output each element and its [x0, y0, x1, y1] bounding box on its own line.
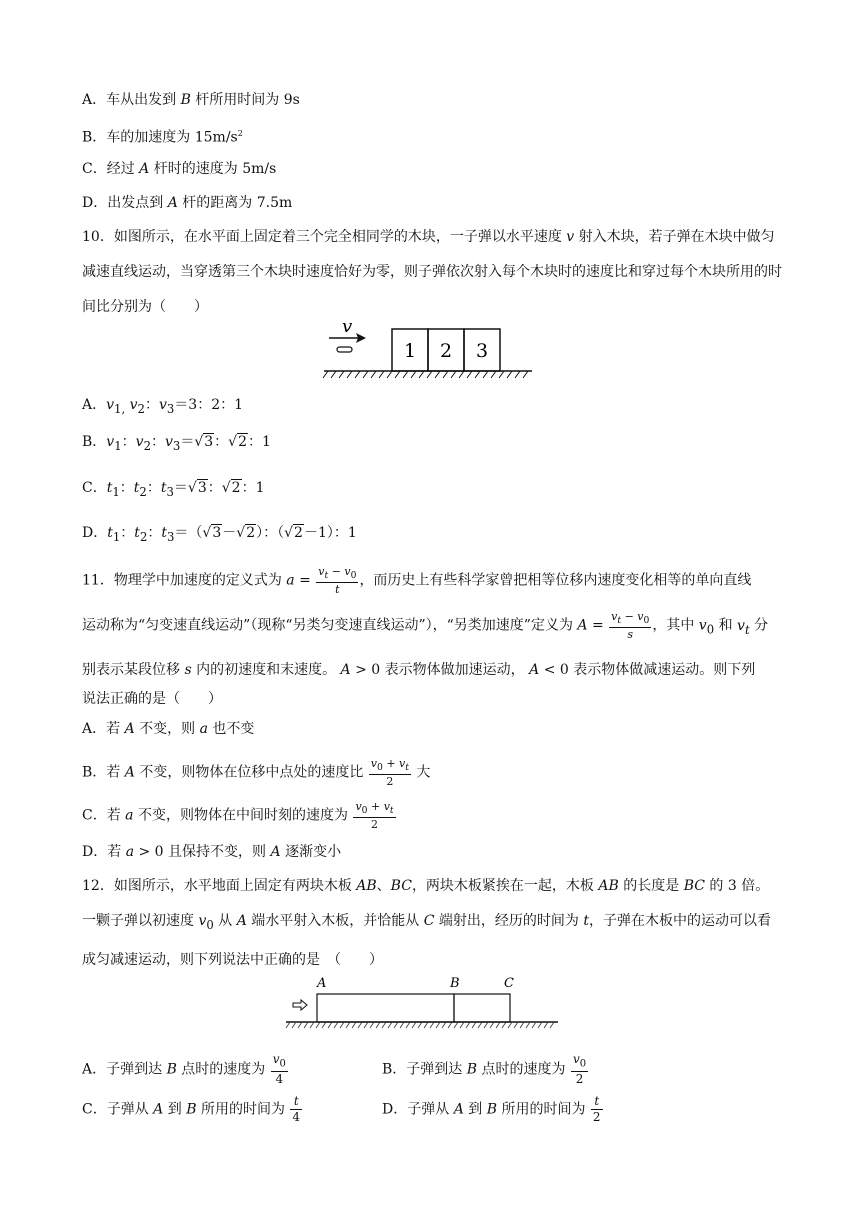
entry-arrow-icon: [293, 1000, 307, 1010]
q12-figure: [284, 972, 564, 1034]
board-bc: [454, 994, 510, 1022]
q11-option-a: A．若 A 不变，则 a 也不变: [82, 721, 255, 737]
block-1-label: 1: [403, 340, 417, 362]
board-ab: [317, 994, 454, 1022]
q11-stem-line1: 11．物理学中加速度的定义式为 a = $\frac{v_t - v_0}{t}$ ，而历史上有些科学家曾把相等位移内速度变化相等的单向直线: [82, 565, 752, 597]
q12-option-d: D．子弹从 A 到 B 所用的时间为 $\frac{t}{2}$: [382, 1094, 601, 1124]
velocity-label: v: [342, 316, 353, 337]
q10-figure: [320, 316, 540, 382]
q12-option-a: A．子弹到达 B 点时的速度为 $\frac{v_0}{4}$: [82, 1052, 286, 1087]
bullet: [337, 347, 352, 352]
q11-stem-line2: 运动称为“匀变速直线运动”（现称“另类匀变速直线运动”），“另类加速度”定义为 A = $\frac{v_t - v_0}{s}$ ，其中 $v_0$ 和 $v_t$ 分: [82, 610, 769, 642]
q11-option-b: B．若 A 不变，则物体在位移中点处的速度比 $\frac{v_0 + v_t}{2}$ 大: [82, 757, 431, 789]
label-c: C: [504, 976, 514, 991]
q12-stem: 12．如图所示，水平地面上固定有两块木板 AB、BC，两块木板紧挨在一起，木板 AB 的长度是 BC 的 3 倍。一颗子弹以初速度 $v_0$ 从 A 端水平射入木板，并恰能从 C 端射出，经历的时间为 t，子弹在木板中的运动可以看成匀减速运动，则下列说法中正确的是 （ ）: [82, 878, 771, 968]
block-2-label: 2: [439, 340, 453, 362]
q10-option-b: B．$v_1$：$v_2$：$v_3=√3$：√2：1: [82, 434, 271, 453]
q12-option-c: C．子弹从 A 到 B 所用的时间为 $\frac{t}{4}$: [82, 1094, 301, 1124]
q10-stem: 10．如图所示，在水平面上固定着三个完全相同学的木块，一子弹以水平速度 v 射入木块，若子弹在木块中做匀减速直线运动，当穿透第三个木块时速度恰好为零，则子弹依次射入每个木块时的速度比和穿过每个木块所用的时间比分别为（ ）: [82, 229, 782, 315]
q11-stem-line3: 别表示某段位移 s 内的初速度和末速度。 A > 0 表示物体做加速运动， A < 0 表示物体做减速运动。则下列: [82, 662, 756, 678]
q12-option-b: B．子弹到达 B 点时的速度为 $\frac{v_0}{2}$: [382, 1052, 587, 1087]
q11-stem-line4: 说法正确的是（ ）: [82, 691, 222, 707]
block-3-label: 3: [475, 340, 489, 362]
q9-option-c: C．经过 A 杆时的速度为 5m/s: [82, 161, 277, 177]
q9-option-d: D．出发点到 A 杆的距离为 7.5m: [82, 195, 293, 211]
q9-option-a: A．车从出发到 B 杆所用时间为 9s: [82, 92, 300, 108]
q11-option-d: D．若 a > 0 且保持不变，则 A 逐渐变小: [82, 844, 342, 860]
q10-option-c: C．$t_1$：$t_2$：$t_3=√3$：√2：1: [82, 480, 265, 499]
label-b: B: [450, 976, 460, 991]
q11-option-c: C．若 a 不变，则物体在中间时刻的速度为 $\frac{v_0 + v_t}{2}$: [82, 800, 394, 832]
label-a: A: [317, 976, 327, 991]
q10-option-d: D．$t_1$：$t_2$：$t_3=(√3-√2)$：（√2－1）：1: [82, 525, 357, 544]
q9-option-b: B．车的加速度为 $15m/s^2$: [82, 129, 243, 146]
q10-option-a: A．$v_{1,}$ $v_2$：$v_3=3$：2：1: [82, 397, 244, 416]
